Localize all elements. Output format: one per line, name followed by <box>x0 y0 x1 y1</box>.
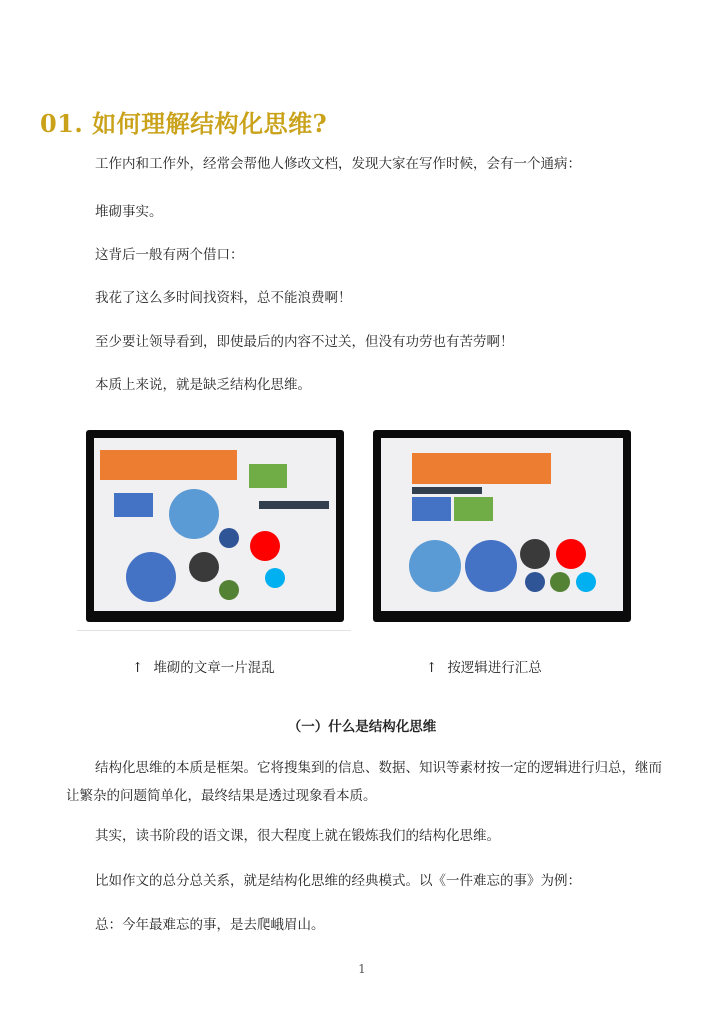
intro-paragraph-4: 我花了这么多时间找资料，总不能浪费啊！ <box>95 290 352 306</box>
blue-block <box>114 493 153 517</box>
organized-layout-illustration <box>373 430 631 622</box>
up-arrow-icon: ↑ <box>426 660 438 676</box>
body-paragraph-4: 总：今年最难忘的事，是去爬峨眉山。 <box>95 917 325 933</box>
green-block <box>454 497 493 521</box>
red-dot <box>250 531 280 561</box>
blue-circle <box>465 540 517 592</box>
caption-text-right: 按逻辑进行汇总 <box>447 660 542 676</box>
intro-paragraph-6: 本质上来说，就是缺乏结构化思维。 <box>95 377 311 393</box>
figure-divider <box>77 630 351 631</box>
blue-circle <box>126 552 176 602</box>
page-number: 1 <box>358 962 366 976</box>
cyan-dot <box>265 568 285 588</box>
section-heading: 01. 如何理解结构化思维? <box>40 109 328 138</box>
body-paragraph-3: 比如作文的总分总关系，就是结构化思维的经典模式。以《一件难忘的事》为例： <box>95 873 581 889</box>
green-dot <box>219 580 239 600</box>
orange-block <box>412 453 551 484</box>
light-blue-circle <box>409 540 461 592</box>
navy-dot <box>219 528 239 548</box>
dark-grey-dot <box>520 539 550 569</box>
blue-block <box>412 497 451 521</box>
light-blue-circle <box>169 489 219 539</box>
intro-paragraph-2: 堆砌事实。 <box>95 204 163 220</box>
intro-paragraph-1: 工作内和工作外，经常会帮他人修改文档，发现大家在写作时候，会有一个通病： <box>95 156 581 172</box>
messy-layout-illustration <box>86 430 344 622</box>
dark-bar <box>259 501 329 509</box>
caption-text-left: 堆砌的文章一片混乱 <box>153 660 275 676</box>
figure-caption-left <box>132 656 275 676</box>
cyan-dot <box>576 572 596 592</box>
intro-paragraph-5: 至少要让领导看到，即使最后的内容不过关，但没有功劳也有苦劳啊！ <box>95 334 514 350</box>
dark-bar <box>412 487 482 494</box>
dark-grey-dot <box>189 552 219 582</box>
red-dot <box>556 539 586 569</box>
orange-block <box>100 450 237 480</box>
figure-caption-right <box>426 656 542 676</box>
subsection-heading: （一）什么是结构化思维 <box>287 719 437 735</box>
navy-dot <box>525 572 545 592</box>
green-dot <box>550 572 570 592</box>
up-arrow-icon: ↑ <box>132 660 144 676</box>
intro-paragraph-3: 这背后一般有两个借口： <box>95 247 244 263</box>
messy-layout-svg <box>86 430 344 622</box>
body-paragraph-1: 结构化思维的本质是框架。它将搜集到的信息、数据、知识等素材按一定的逻辑进行归总，继而让繁杂的问题简单化，最终结果是透过现象看本质。 <box>66 760 662 804</box>
organized-layout-svg <box>373 430 631 622</box>
body-paragraph-2: 其实，读书阶段的语文课，很大程度上就在锻炼我们的结构化思维。 <box>95 828 500 844</box>
green-block <box>249 464 287 488</box>
